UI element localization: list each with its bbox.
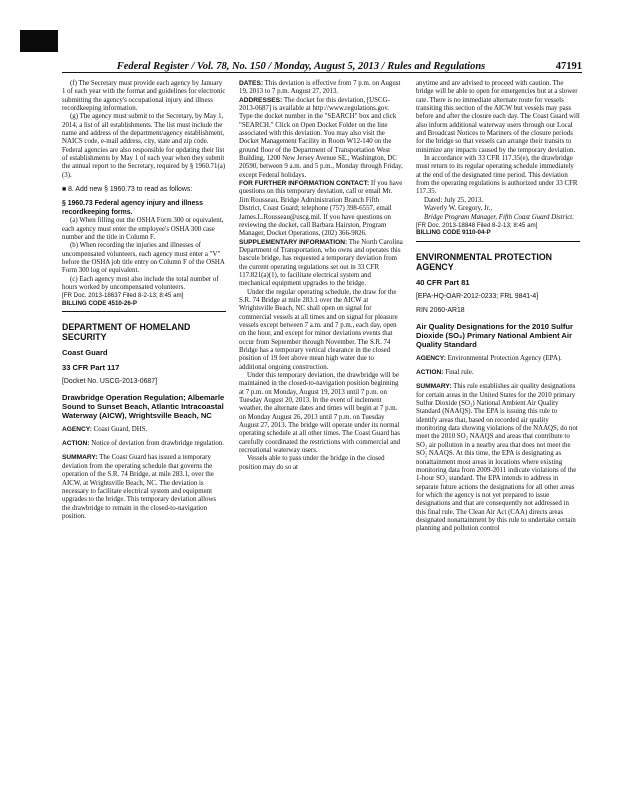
paragraph: Vessels able to pass under the bridge in the closed position may do so at	[239, 455, 385, 471]
label: SUPPLEMENTARY INFORMATION:	[239, 238, 348, 246]
label: ACTION:	[416, 369, 444, 377]
dates	[239, 80, 403, 97]
summary	[62, 454, 226, 521]
addresses	[239, 97, 403, 180]
label: SUMMARY:	[62, 454, 98, 462]
paragraph: In accordance with 33 CFR 117.35(e), the drawbridge must return to its regular operating schedule immediately at the end of the designated time period. This deviation from the operating regulations is authorized under 33 CFR 117.35.	[416, 155, 578, 196]
value: Coast Guard, DHS.	[93, 425, 148, 433]
rule-title: Drawbridge Operation Regulation; Albemarle Sound to Sunset Beach, Atlantic Intracoastal Waterway (AICW), Wrightsville Beach, NC	[62, 392, 225, 420]
value: This rule establishes air quality designations for certain areas in the United States for the 2010 primary Sulfur Dioxide (SO₂) National Ambient Air Quality Standard (NAAQS). The EPA is issuing this rule to identify areas that, based on recorded air quality monitoring data showing violations of the NAAQS, do not meet the 2010 SO₂ NAAQS and areas that contribute to SO₂ air pollution in a nearby area that does not meet the SO₂ NAAQS. At this time, the EPA is designating as nonattainment most areas in locations where existing monitoring data from 2009-2011 indicate violations of the 1-hour SO₂ standard. The EPA intends to address in separate future actions the designations for all other areas for which the agency is not yet prepared to issue designations and that are consequently not addressed in this final rule. The Clean Air Act (CAA) directs areas designated nonattainment by this rule to undertake certain planning and pollution control	[416, 383, 578, 533]
fr-doc-line: [FR Doc. 2013-18848 Filed 8-2-13; 8:45 am]	[416, 221, 538, 229]
value: The Coast Guard has issued a temporary deviation from the operating schedule that governs the operation of the S.R. 74 Bridge, at mile 283.1, over the AICW, at Wrightsville Beach, NC. The deviation is necessary to facilitate electrical system and equipment upgrades to the bridge. This temporary deviation allows the drawbridge to remain in the closed-to-navigation position.	[62, 454, 217, 520]
divider	[416, 241, 580, 242]
fr-doc-line: [FR Doc. 2013-18637 Filed 8-2-13; 8:45 am]	[62, 292, 184, 300]
label: FOR FURTHER INFORMATION CONTACT:	[239, 180, 370, 188]
value: Final rule.	[445, 369, 474, 377]
label: AGENCY:	[62, 425, 92, 433]
label: ACTION:	[62, 440, 90, 448]
value: The docket for this deviation, [USCG-2013-0687] is available at http://www.regulations.gov. Type the docket number in the "SEARCH" box and click "SEARCH." Click on Open Docket Folder on the line associated with this deviation. You may also visit the Docket Management Facility in Room W12-140 on the ground floor of the Department of Transportation West Building, 1200 New Jersey Avenue SE., Washington, DC 20590, between 9 a.m. and 5 p.m., Monday through Friday, except Federal holidays.	[239, 96, 403, 179]
paragraph: (g) The agency must submit to the Secretary, by May 1, 2014, a list of all establishments. The list must include the name and address of the department/agency establishment, NAICS code, e-mail address, city, state and zip code. Federal agencies are also responsible for updating their list of establishments by May 1 of each year when they submit the annual report to the Secretary, required by § 1960.71(a)(3).	[62, 113, 226, 179]
further-info	[239, 180, 403, 238]
amendatory-instruction: ■ 8. Add new § 1960.73 to read as follows:	[62, 186, 193, 194]
page-header	[62, 56, 582, 73]
billing-code: BILLING CODE 9110-04-P	[416, 229, 491, 237]
rule-title: Air Quality Designations for the 2010 Sulfur Dioxide (SO₂) Primary National Ambient Air Quality Standard	[416, 321, 573, 349]
divider	[62, 311, 226, 312]
value: The North Carolina Department of Transportation, who owns and operates this bascule bridge, has requested a temporary deviation from the current operating regulations set out in 33 CFR 117.821(a)(1), to facilitate electrical system and mechanical equipment upgrades to the bridge.	[239, 238, 403, 288]
action-line	[62, 440, 226, 448]
agency-line	[416, 355, 580, 363]
dated-line: Dated: July 25, 2013.	[424, 196, 484, 204]
docket-number: [Docket No. USCG-2013-0687]	[62, 378, 157, 386]
value: This deviation is effective from 7 p.m. on August 19, 2013 to 7 p.m. August 27, 2013.	[239, 80, 401, 96]
paragraph: anytime and are advised to proceed with caution. The bridge will be able to open for emergencies but at a slower rate. There is no immediate alternate route for vessels transiting this section of the AICW but vessels may pass before and after the closure each day. The Coast Guard will also inform additional waterway users through our Local and Broadcast Notices to Mariners of the closure periods for the bridge so that vessels can arrange their transits to minimize any impacts caused by the temporary deviation.	[416, 80, 580, 154]
cfr-part: 40 CFR Part 81	[416, 278, 470, 288]
section-heading: § 1960.73 Federal agency injury and illness recordkeeping forms.	[62, 200, 203, 216]
page-number: 47191	[555, 61, 582, 72]
label: SUMMARY:	[416, 383, 452, 391]
action-line	[416, 369, 580, 377]
paragraph: Under this temporary deviation, the drawbridge will be maintained in the closed-to-navigation position beginning at 7 p.m. on Monday, August 19, 2013 until 7 p.m. on Tuesday August 20, 2013. In the event of inclement weather, the alternate dates and times will begin at 7 p.m. on Monday August 26, 2013 until 7 p.m. on Tuesday August 27, 2013. The bridge will operate under its normal operating schedule at all other times. The Coast Guard has carefully coordinated the restrictions with commercial and recreational waterway users.	[239, 372, 401, 455]
cfr-part: 33 CFR Part 117	[62, 363, 120, 373]
paragraph: Under the regular operating schedule, the draw for the S.R. 74 Bridge at mile 283.1 over the AICW at Wrightsville Beach, NC shall open on signal for commercial vessels at all times and on signal for pleasure vessels except between 7 a.m. and 7 p.m., each day, open on the hour, and except for minor deviations events that occur from September through November. The S.R. 74 Bridge has a temporary vertical clearance in the closed position of 19 feet above mean high water due to additional ongoing construction.	[239, 288, 398, 371]
value: Environmental Protection Agency (EPA).	[447, 354, 562, 362]
paragraph: (c) Each agency must also include the total number of hours worked by uncompensated volunteers.	[62, 275, 219, 291]
docket-number: [EPA-HQ-OAR-2012-0233; FRL 9841-4]	[416, 293, 539, 301]
billing-code: BILLING CODE 4510-26-P	[62, 299, 137, 307]
value: If you have questions on this temporary deviation, call or email Mr. Jim Rousseau, Bridge Administration Branch Fifth District, Coast Guard; telephone (757) 398-6557, email James.L.Rousseau@uscg.mil. If you have questions on reviewing the docket, call Barbara Hairston, Program Manager, Docket Operations, (202) 366-9826.	[239, 180, 403, 238]
paragraph: (a) When filling out the OSHA Form 300 or equivalent, each agency must enter the employee's OSHA 300 case number and the title in Column F.	[62, 217, 224, 241]
sub-agency: Coast Guard	[62, 348, 108, 358]
rin-number: RIN 2060-AR18	[416, 307, 465, 315]
column-2	[239, 80, 403, 472]
label: AGENCY:	[416, 354, 446, 362]
paragraph: (b) When recording the injuries and illnesses of uncompensated volunteers, each agency must enter a "V" before the OSHA job title entry on Column F of the OSHA Form 300 log or equivalent.	[62, 242, 225, 275]
label: ADDRESSES:	[239, 96, 283, 104]
running-head: Federal Register / Vol. 78, No. 150 / Monday, August 5, 2013 / Rules and Regulations	[116, 61, 486, 72]
summary	[416, 383, 580, 533]
column-3	[416, 80, 580, 534]
supplementary-info	[239, 239, 403, 289]
signer-title: Bridge Program Manager, Fifth Coast Guard District.	[424, 213, 574, 221]
agency-heading: DEPARTMENT OF HOMELAND SECURITY	[62, 322, 191, 343]
paragraph: (f) The Secretary must provide each agency by January 1 of each year with the format and guidelines for electronic submitting the agency's occupational injury and illness recordkeeping information.	[62, 80, 226, 113]
value: Notice of deviation from drawbridge regulation.	[91, 440, 225, 448]
label: DATES:	[239, 80, 264, 87]
signer-name: Waverly W. Gregory, Jr.,	[424, 205, 493, 213]
agency-line	[62, 426, 226, 434]
agency-heading: ENVIRONMENTAL PROTECTION AGENCY	[416, 252, 553, 273]
black-tab-marker	[20, 30, 58, 52]
column-1	[62, 80, 226, 521]
